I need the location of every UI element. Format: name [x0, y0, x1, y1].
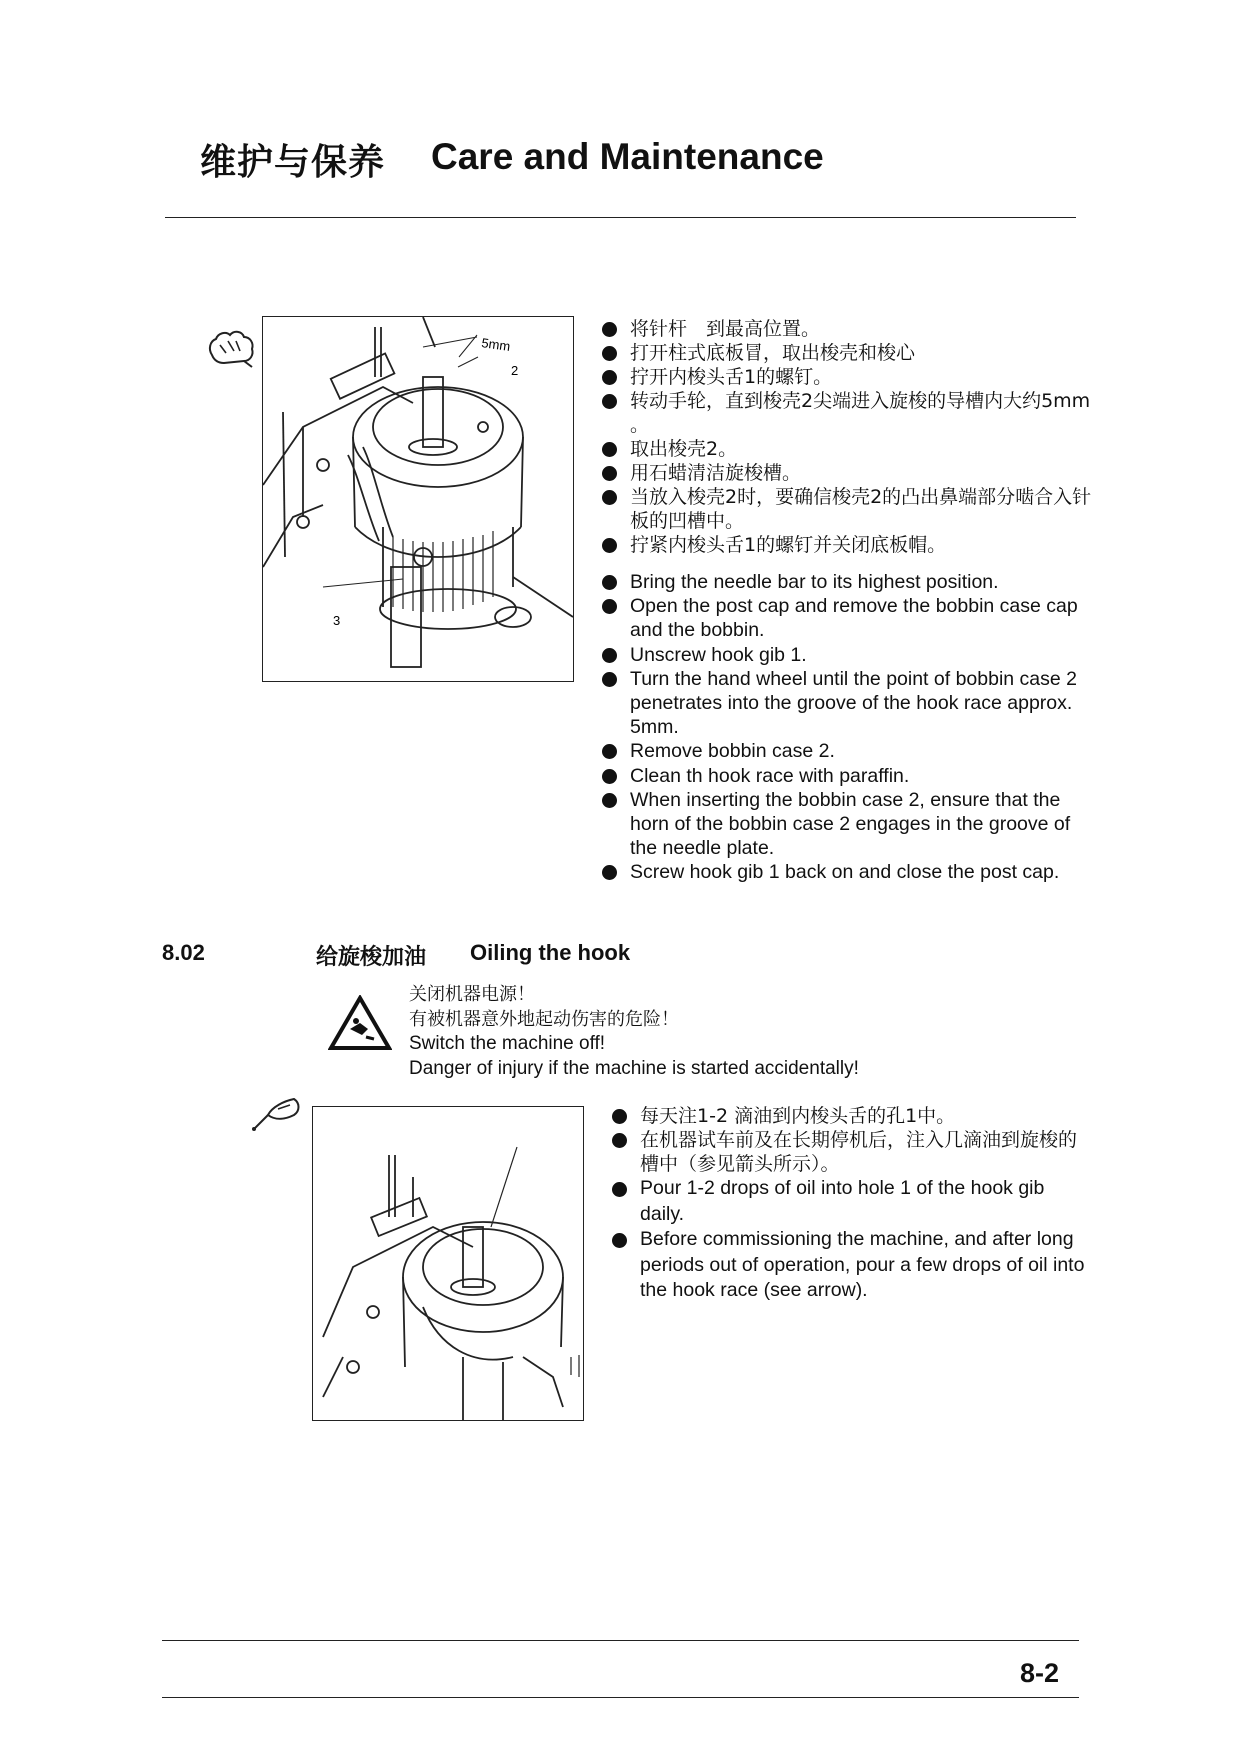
page-title-cn: 维护与保养: [200, 142, 386, 183]
header-rule: [165, 217, 1076, 218]
warning-line-cn-1: 关闭机器电源！: [409, 984, 535, 1005]
list-item: Screw hook gib 1 back on and close the post cap.: [602, 860, 1102, 884]
oil-can-icon: [250, 1093, 302, 1133]
list-item: Clean th hook race with paraffin.: [602, 764, 1102, 788]
list-item: Before commissioning the machine, and after long periods out of operation, pour a few drops of oil into the hook race (see arrow).: [612, 1227, 1092, 1304]
list-item: Turn the hand wheel until the point of bobbin case 2 penetrates into the groove of the hook race approx. 5mm.: [602, 667, 1102, 740]
figure-hook-oiling: [312, 1106, 584, 1421]
warning-triangle-icon: [328, 995, 392, 1051]
list-item: Pour 1-2 drops of oil into hole 1 of the hook gib daily.: [612, 1176, 1092, 1227]
oiling-steps-en: [612, 1176, 1092, 1304]
list-item: 每天注1-2 滴油到内梭头舌的孔1中。: [612, 1104, 1092, 1128]
hand-cleaning-icon: [206, 325, 260, 371]
cleaning-steps-cn: [602, 317, 1102, 557]
list-item: 当放入梭壳2时，要确信梭壳2的凸出鼻端部分啮合入针板的凹槽中。: [602, 485, 1102, 533]
list-item: 在机器试车前及在长期停机后，注入几滴油到旋梭的槽中（参见箭头所示）。: [612, 1128, 1092, 1176]
list-item: 打开柱式底板冒，取出梭壳和梭心: [602, 341, 1102, 365]
label-5mm: 5mm: [480, 335, 512, 354]
safety-warning: [409, 983, 969, 1081]
oiling-steps-cn: [612, 1104, 1092, 1176]
list-item: 用石蜡清洁旋梭槽。: [602, 461, 1102, 485]
list-item: 转动手轮，直到梭壳2尖端进入旋梭的导槽内大约5mm 。: [602, 389, 1102, 437]
figure-hook-cleaning: [262, 316, 574, 682]
list-item: Open the post cap and remove the bobbin case cap and the bobbin.: [602, 594, 1102, 642]
label-2: 2: [511, 363, 519, 378]
list-item: Remove bobbin case 2.: [602, 739, 1102, 763]
list-item: 将针杆 到最高位置。: [602, 317, 1102, 341]
footer-rule-top: [162, 1640, 1079, 1641]
page-title-en: Care and Maintenance: [431, 136, 824, 177]
page-number: 8-2: [1020, 1658, 1060, 1688]
list-item: Bring the needle bar to its highest position.: [602, 570, 1102, 594]
section-title-cn: 给旋梭加油: [316, 945, 427, 970]
section-number: 8.02: [162, 940, 205, 965]
cleaning-steps-en: [602, 570, 1102, 885]
warning-line-en-1: Switch the machine off!: [409, 1033, 606, 1054]
warning-line-en-2: Danger of injury if the machine is started accidentally!: [409, 1057, 859, 1079]
label-3: 3: [333, 613, 341, 628]
footer-rule-bottom: [162, 1697, 1079, 1698]
list-item: 取出梭壳2。: [602, 437, 1102, 461]
list-item: Unscrew hook gib 1.: [602, 643, 1102, 667]
section-title-en: Oiling the hook: [470, 940, 631, 965]
list-item: 拧紧内梭头舌1的螺钉并关闭底板帽。: [602, 533, 1102, 557]
list-item: When inserting the bobbin case 2, ensure that the horn of the bobbin case 2 engages in the groove of the needle plate.: [602, 788, 1102, 861]
warning-line-cn-2: 有被机器意外地起动伤害的危险！: [409, 1008, 679, 1030]
list-item: 拧开内梭头舌1的螺钉。: [602, 365, 1102, 389]
